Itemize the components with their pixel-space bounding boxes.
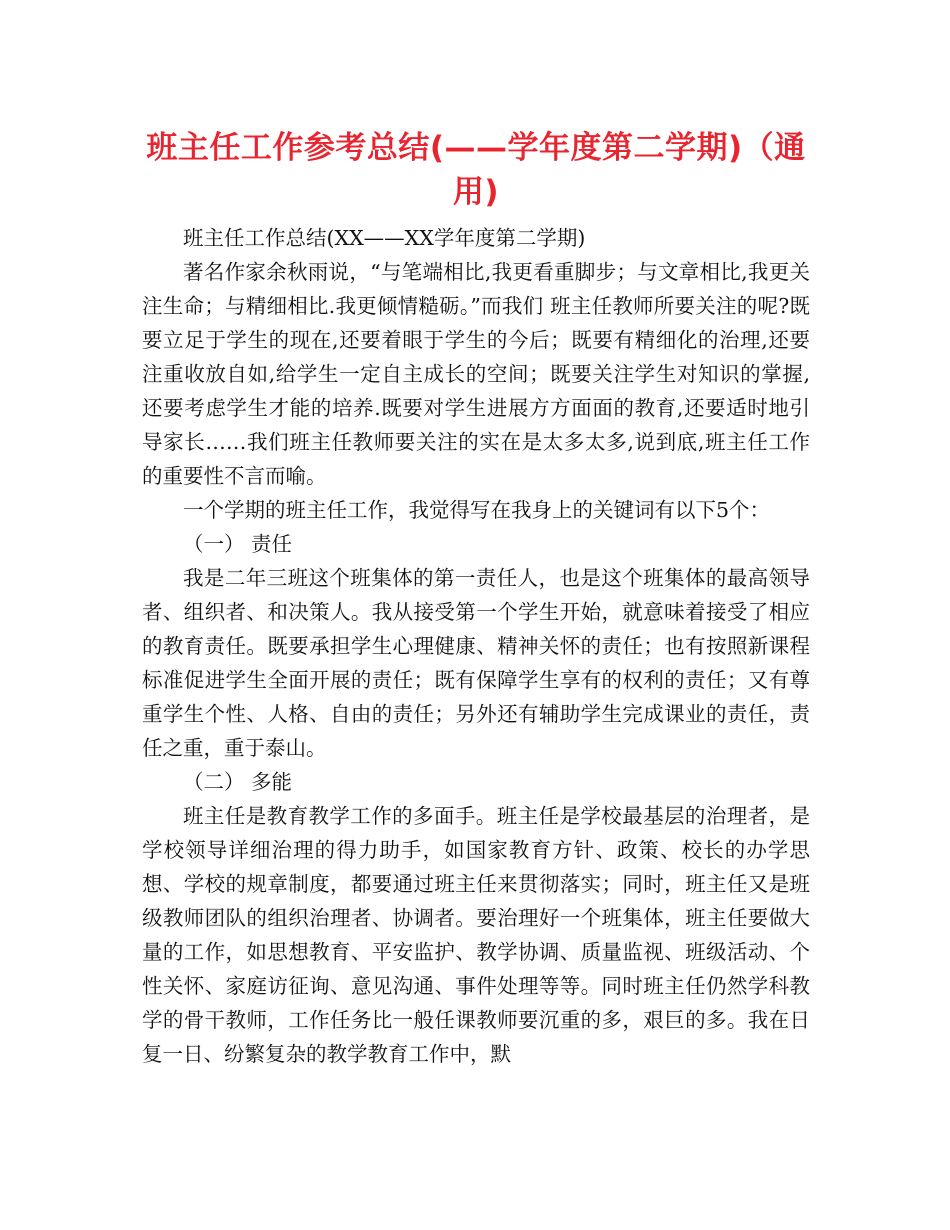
document-title: 班主任工作参考总结(——学年度第二学期)（通用) [146, 130, 806, 210]
section-heading-versatility: （二） 多能 [183, 770, 293, 794]
section-paragraph-versatility: 班主任是教育教学工作的多面手。班主任是学校最基层的治理者，是学校领导详细治理的得力助手，如国家教育方针、政策、校长的办学思想、学校的规章制度，都要通过班主任来贯彻落实；同时，班主任又是班级教师团队的组织治理者、协调者。要治理好一个班集体，班主任要做大量的工作，如思想教育、平安监护、教学协调、质量监视、班级活动、个性关怀、家庭访征询、意见沟通、事件处理等等。同时班主任仍然学科教学的骨干教师，工作任务比一般任课教师要沉重的多，艰巨的多。我在日复一日、纷繁复杂的教学教育工作中，默 [142, 804, 810, 1066]
intro-paragraph: 著名作家余秋雨说，“与笔端相比,我更看重脚步；与文章相比,我更关注生命；与精细相比.我更倾情糙砺。”而我们 班主任教师所要关注的呢?既要立足于学生的现在,还要着眼于学生的今后；既要有精细化的治理,还要注重收放自如,给学生一定自主成长的空间；既要关注学生对知识的掌握,还要考虑学生才能的培养.既要对学生进展方方面面的教育,还要适时地引导家长……我们班主任教师要关注的实在是太多太多,说到底,班主任工作的重要性不言而喻。 [142, 260, 810, 488]
document-page [142, 126, 810, 1071]
document-subtitle: 班主任工作总结(XX——XX学年度第二学期) [183, 226, 586, 250]
keywords-intro-paragraph: 一个学期的班主任工作，我觉得写在我身上的关键词有以下5个： [183, 498, 771, 522]
section-paragraph-responsibility: 我是二年三班这个班集体的第一责任人，也是这个班集体的最高领导者、组织者、和决策人。我从接受第一个学生开始，就意味着接受了相应的教育责任。既要承担学生心理健康、精神关怀的责任；也有按照新课程标准促进学生全面开展的责任；既有保障学生享有的权利的责任；又有尊重学生个性、人格、自由的责任；另外还有辅助学生完成课业的责任，责任之重，重于泰山。 [142, 566, 810, 760]
section-heading-responsibility: （一） 责任 [183, 532, 293, 556]
